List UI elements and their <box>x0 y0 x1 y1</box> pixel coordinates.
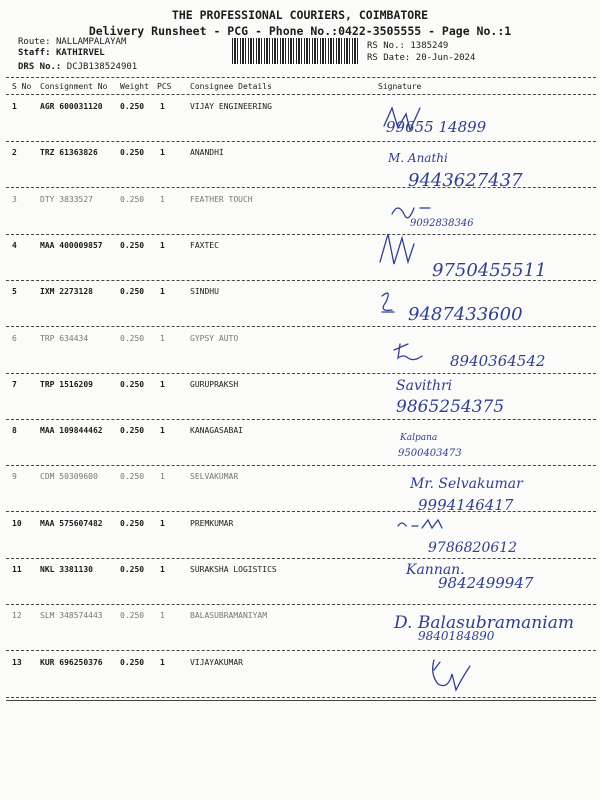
cell-weight: 0.250 <box>120 519 145 528</box>
signature-number: 9500403473 <box>398 448 462 459</box>
row-divider <box>6 373 596 374</box>
row-divider <box>6 234 596 235</box>
signature-number: 99655 14899 <box>386 118 487 136</box>
rs-no-line <box>367 41 448 51</box>
staff-label: Staff: <box>18 48 51 58</box>
cell-sno: 12 <box>12 611 22 620</box>
cell-consignment: SLM 348574443 <box>40 611 103 620</box>
cell-consignee: VIJAY ENGINEERING <box>190 102 272 111</box>
row-divider <box>6 419 596 420</box>
cell-pcs: 1 <box>160 565 165 574</box>
cell-sno: 13 <box>12 658 22 667</box>
signature-number: 9443627437 <box>408 170 523 191</box>
cell-sno: 11 <box>12 565 22 574</box>
table-row <box>0 144 600 190</box>
cell-sno: 10 <box>12 519 22 528</box>
cell-weight: 0.250 <box>120 102 145 111</box>
col-consignee: Consignee Details <box>190 82 272 91</box>
cell-consignment: DTY 3833527 <box>40 195 93 204</box>
cell-weight: 0.250 <box>120 195 145 204</box>
rs-no-label: RS No.: <box>367 41 405 51</box>
cell-consignee: SINDHU <box>190 287 219 296</box>
cell-sno: 6 <box>12 334 17 343</box>
cell-pcs: 1 <box>160 519 165 528</box>
cell-sno: 4 <box>12 241 17 250</box>
cell-weight: 0.250 <box>120 611 145 620</box>
col-signature: Signature <box>378 82 422 91</box>
staff-line <box>18 48 105 58</box>
cell-consignee: BALASUBRAMANIYAM <box>190 611 268 620</box>
row-divider <box>6 511 596 512</box>
cell-consignment: IXM 2273128 <box>40 287 93 296</box>
cell-pcs: 1 <box>160 380 165 389</box>
col-weight: Weight <box>120 82 149 91</box>
col-consignment: Consignment No <box>40 82 108 91</box>
cell-pcs: 1 <box>160 287 165 296</box>
cell-weight: 0.250 <box>120 565 145 574</box>
cell-consignee: GYPSY AUTO <box>190 334 239 343</box>
staff-value: KATHIRVEL <box>55 48 105 58</box>
row-divider <box>6 650 596 651</box>
col-sno: S No <box>12 82 32 91</box>
row-divider <box>6 604 596 605</box>
cell-pcs: 1 <box>160 102 165 111</box>
table-row <box>0 654 600 700</box>
table-header-rule <box>6 94 596 95</box>
cell-consignment: NKL 3381130 <box>40 565 93 574</box>
table-row <box>0 561 600 607</box>
row-divider <box>6 697 596 698</box>
table-row <box>0 607 600 653</box>
table-row <box>0 98 600 144</box>
cell-sno: 8 <box>12 426 17 435</box>
row-divider <box>6 280 596 281</box>
cell-consignment: TRP 1516209 <box>40 380 93 389</box>
signature-number: 9750455511 <box>432 260 547 281</box>
cell-pcs: 1 <box>160 334 165 343</box>
row-divider <box>6 187 596 188</box>
table-row <box>0 422 600 468</box>
table-row <box>0 237 600 283</box>
cell-consignment: TRP 634434 <box>40 334 89 343</box>
cell-consignee: KANAGASABAI <box>190 426 243 435</box>
cell-consignee: VIJAYAKUMAR <box>190 658 243 667</box>
rs-date-line <box>367 53 475 63</box>
rs-date-value: 20-Jun-2024 <box>415 53 476 63</box>
cell-consignee: ANANDHI <box>190 148 224 157</box>
signature-number: 9840184890 <box>418 629 495 643</box>
barcode-image <box>232 38 360 64</box>
cell-sno: 3 <box>12 195 17 204</box>
cell-sno: 9 <box>12 472 17 481</box>
signature-number: 9092838346 <box>410 218 474 229</box>
cell-consignee: FAXTEC <box>190 241 219 250</box>
cell-consignee: SELVAKUMAR <box>190 472 239 481</box>
cell-weight: 0.250 <box>120 426 145 435</box>
cell-sno: 1 <box>12 102 17 111</box>
cell-weight: 0.250 <box>120 658 145 667</box>
table-top-rule <box>6 77 596 78</box>
route-value: NALLAMPALAYAM <box>55 37 127 47</box>
cell-consignment: TRZ 61363826 <box>40 148 98 157</box>
cell-pcs: 1 <box>160 148 165 157</box>
table-row <box>0 515 600 561</box>
signature-number: 9786820612 <box>428 540 518 556</box>
drs-value: DCJB138524901 <box>66 62 138 72</box>
row-divider <box>6 558 596 559</box>
signature-name: Kalpana <box>400 433 438 443</box>
drs-line <box>18 62 137 72</box>
cell-consignment: MAA 400009857 <box>40 241 103 250</box>
signature-number: 9487433600 <box>408 304 523 325</box>
cell-consignment: MAA 109844462 <box>40 426 103 435</box>
runsheet-subtitle: Delivery Runsheet - PCG - Phone No.:0422-3505555 - Page No.:1 <box>88 24 512 38</box>
row-divider <box>6 465 596 466</box>
cell-pcs: 1 <box>160 241 165 250</box>
table-row <box>0 191 600 237</box>
cell-consignee: GURUPRAKSH <box>190 380 239 389</box>
route-label: Route: <box>18 37 51 47</box>
cell-consignee: FEATHER TOUCH <box>190 195 253 204</box>
rs-date-label: RS Date: <box>367 53 411 63</box>
cell-pcs: 1 <box>160 658 165 667</box>
cell-consignment: CDM 50309600 <box>40 472 98 481</box>
table-row <box>0 330 600 376</box>
cell-consignee: PREMKUMAR <box>190 519 234 528</box>
cell-pcs: 1 <box>160 472 165 481</box>
cell-weight: 0.250 <box>120 287 145 296</box>
cell-weight: 0.250 <box>120 148 145 157</box>
cell-pcs: 1 <box>160 195 165 204</box>
table-row <box>0 283 600 329</box>
signature-number: 8940364542 <box>450 352 546 370</box>
signature-name: Kannan. <box>406 562 465 578</box>
cell-weight: 0.250 <box>120 472 145 481</box>
table-row <box>0 376 600 422</box>
table-row <box>0 468 600 514</box>
signature-name: M. Anathi <box>388 151 448 165</box>
signature-name: D. Balasubramaniam <box>392 613 574 633</box>
cell-consignment: AGR 600031120 <box>40 102 103 111</box>
cell-consignee: SURAKSHA LOGISTICS <box>190 565 277 574</box>
cell-weight: 0.250 <box>120 241 145 250</box>
rs-no-value: 1385249 <box>410 41 449 51</box>
cell-sno: 2 <box>12 148 17 157</box>
signature-name: Mr. Selvakumar <box>410 476 523 492</box>
cell-pcs: 1 <box>160 426 165 435</box>
signature-number: 9842499947 <box>438 574 534 592</box>
cell-sno: 7 <box>12 380 17 389</box>
signature-name: Savithri <box>396 378 453 394</box>
cell-weight: 0.250 <box>120 334 145 343</box>
cell-sno: 5 <box>12 287 17 296</box>
table-bottom-rule <box>6 700 596 701</box>
cell-pcs: 1 <box>160 611 165 620</box>
col-pcs: PCS <box>157 82 172 91</box>
cell-consignment: MAA 575607482 <box>40 519 103 528</box>
signature-number: 9865254375 <box>396 397 505 417</box>
route-line <box>18 37 126 47</box>
cell-consignment: KUR 696250376 <box>40 658 103 667</box>
cell-weight: 0.250 <box>120 380 145 389</box>
company-title: THE PROFESSIONAL COURIERS, COIMBATORE <box>171 8 429 22</box>
signature-number: 9994146417 <box>418 496 514 514</box>
drs-label: DRS No.: <box>18 62 62 72</box>
row-divider <box>6 141 596 142</box>
row-divider <box>6 326 596 327</box>
